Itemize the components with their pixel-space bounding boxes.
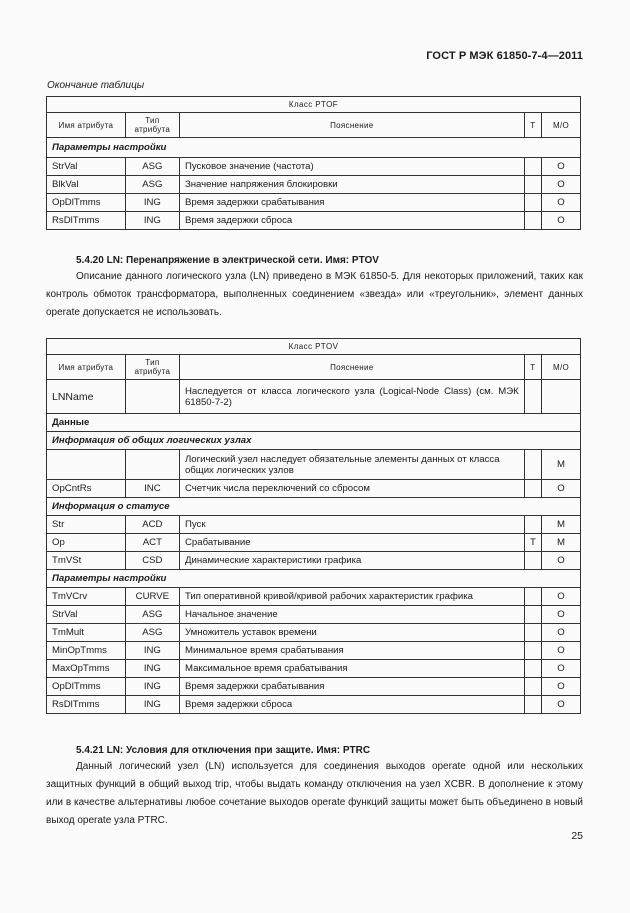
col-header-t: T (524, 113, 541, 138)
attr-mo: O (542, 624, 581, 642)
attr-name: RsDlTmms (47, 696, 126, 714)
col-header-name: Имя атрибута (47, 355, 126, 380)
attr-t (524, 624, 541, 642)
attr-mo: O (542, 480, 581, 498)
table-row (47, 606, 581, 624)
attr-name: OpDlTmms (47, 678, 126, 696)
attr-mo: M (542, 534, 581, 552)
attr-type: ACT (125, 534, 179, 552)
class-label: Класс PTOV (47, 339, 581, 355)
attr-name: OpCntRs (47, 480, 126, 498)
attr-type (125, 380, 179, 414)
attr-desc: Наследуется от класса логического узла (Logical-Node Class) (см. МЭК 61850-7-2) (179, 380, 524, 414)
col-header-mo: M/O (542, 113, 581, 138)
attr-t (524, 642, 541, 660)
table-row (47, 450, 581, 480)
table-row (47, 194, 581, 212)
attr-type: ING (125, 642, 179, 660)
attr-desc: Время задержки срабатывания (179, 194, 524, 212)
attr-type: ING (125, 696, 179, 714)
table-row (47, 516, 581, 534)
attr-t (524, 696, 541, 714)
attr-mo (542, 380, 581, 414)
attr-mo: O (542, 176, 581, 194)
class-label: Класс PTOF (47, 97, 581, 113)
attr-mo: O (542, 194, 581, 212)
col-header-t: T (524, 355, 541, 380)
col-header-type: Тип атрибута (125, 355, 179, 380)
attr-t (524, 480, 541, 498)
attr-type: ACD (125, 516, 179, 534)
table-row (47, 212, 581, 230)
section-heading-ptrc: 5.4.21 LN: Условия для отключения при защите. Имя: PTRC (76, 745, 371, 756)
attr-name: TmVCrv (47, 588, 126, 606)
attr-t (524, 516, 541, 534)
table-row (47, 624, 581, 642)
attr-type: ASG (125, 624, 179, 642)
attr-mo: O (542, 696, 581, 714)
attr-mo: M (542, 516, 581, 534)
attr-desc: Пуск (179, 516, 524, 534)
attr-mo: O (542, 660, 581, 678)
attr-type: ING (125, 660, 179, 678)
table-row (47, 480, 581, 498)
attr-type: ASG (125, 606, 179, 624)
ptov-table (46, 338, 581, 714)
attr-t (524, 194, 541, 212)
table-row (47, 696, 581, 714)
attr-desc: Срабатывание (179, 534, 524, 552)
attr-t (524, 380, 541, 414)
table-row (47, 380, 581, 414)
attr-desc: Значение напряжения блокировки (179, 176, 524, 194)
col-header-mo: M/O (542, 355, 581, 380)
attr-type: ING (125, 678, 179, 696)
table-row (47, 158, 581, 176)
attr-desc: Умножитель уставок времени (179, 624, 524, 642)
table-row (47, 660, 581, 678)
table-row (47, 176, 581, 194)
table-row (47, 678, 581, 696)
attr-mo: O (542, 678, 581, 696)
table-row (47, 534, 581, 552)
table-row (47, 642, 581, 660)
table-row (47, 588, 581, 606)
col-header-desc: Пояснение (179, 113, 524, 138)
attr-desc: Пусковое значение (частота) (179, 158, 524, 176)
attr-name: Op (47, 534, 126, 552)
attr-t (524, 678, 541, 696)
attr-name: RsDlTmms (47, 212, 126, 230)
attr-type: ING (125, 212, 179, 230)
attr-mo: O (542, 212, 581, 230)
section-row: Информация об общих логических узлах (47, 432, 581, 450)
attr-type: ING (125, 194, 179, 212)
attr-t (524, 212, 541, 230)
attr-name: TmMult (47, 624, 126, 642)
attr-t: T (524, 534, 541, 552)
attr-t (524, 158, 541, 176)
attr-mo: O (542, 588, 581, 606)
attr-t (524, 588, 541, 606)
attr-mo: O (542, 552, 581, 570)
attr-name: BlkVal (47, 176, 126, 194)
attr-desc: Минимальное время срабатывания (179, 642, 524, 660)
section-row: Параметры настройки (47, 138, 581, 158)
attr-name (47, 450, 126, 480)
page-number: 25 (571, 830, 583, 842)
attr-name: MaxOpTmms (47, 660, 126, 678)
attr-type (125, 450, 179, 480)
attr-name: TmVSt (47, 552, 126, 570)
attr-name: OpDlTmms (47, 194, 126, 212)
paragraph-ptrc: Данный логический узел (LN) используется для соединения выходов operate одной или нескольких защитных функций в общий выход trip, чтобы выдать команду отключения на узел XCBR. В дополнение к этому или в качестве альтернативы любое сочетание выходов operate функций защиты может быть объединено в новый выход operate узла PTRC. (46, 761, 583, 826)
attr-t (524, 176, 541, 194)
attr-t (524, 450, 541, 480)
attr-name: StrVal (47, 158, 126, 176)
attr-type: ASG (125, 176, 179, 194)
attr-name: Str (47, 516, 126, 534)
attr-desc: Динамические характеристики графика (179, 552, 524, 570)
attr-type: CURVE (125, 588, 179, 606)
attr-desc: Счетчик числа переключений со сбросом (179, 480, 524, 498)
attr-type: ASG (125, 158, 179, 176)
table-caption: Окончание таблицы (47, 80, 145, 91)
attr-mo: O (542, 642, 581, 660)
attr-t (524, 660, 541, 678)
ptof-table (46, 96, 581, 230)
attr-desc: Время задержки сброса (179, 212, 524, 230)
col-header-desc: Пояснение (179, 355, 524, 380)
attr-type: CSD (125, 552, 179, 570)
attr-t (524, 606, 541, 624)
section-row: Информация о статусе (47, 498, 581, 516)
attr-mo: O (542, 158, 581, 176)
data-label: Данные (47, 414, 581, 432)
document-header: ГОСТ Р МЭК 61850-7-4—2011 (426, 50, 583, 62)
attr-desc: Время задержки сброса (179, 696, 524, 714)
attr-mo: M (542, 450, 581, 480)
attr-t (524, 552, 541, 570)
attr-name: StrVal (47, 606, 126, 624)
section-row: Параметры настройки (47, 570, 581, 588)
col-header-name: Имя атрибута (47, 113, 126, 138)
attr-desc: Тип оперативной кривой/кривой рабочих характеристик графика (179, 588, 524, 606)
attr-mo: O (542, 606, 581, 624)
attr-type: INC (125, 480, 179, 498)
section-heading-ptov: 5.4.20 LN: Перенапряжение в электрической сети. Имя: PTOV (76, 255, 379, 266)
attr-desc: Максимальное время срабатывания (179, 660, 524, 678)
attr-name: LNName (47, 380, 126, 414)
attr-name: MinOpTmms (47, 642, 126, 660)
attr-desc: Логический узел наследует обязательные элементы данных от класса общих логических узлов (179, 450, 524, 480)
paragraph-ptov: Описание данного логического узла (LN) приведено в МЭК 61850-5. Для некоторых приложений, таких как контроль обмоток трансформатора, выполненных соединением «звезда» или «треугольник», элемент данных operate допускается не использовать. (46, 271, 583, 318)
attr-desc: Начальное значение (179, 606, 524, 624)
col-header-type: Тип атрибута (125, 113, 179, 138)
attr-desc: Время задержки срабатывания (179, 678, 524, 696)
table-row (47, 552, 581, 570)
